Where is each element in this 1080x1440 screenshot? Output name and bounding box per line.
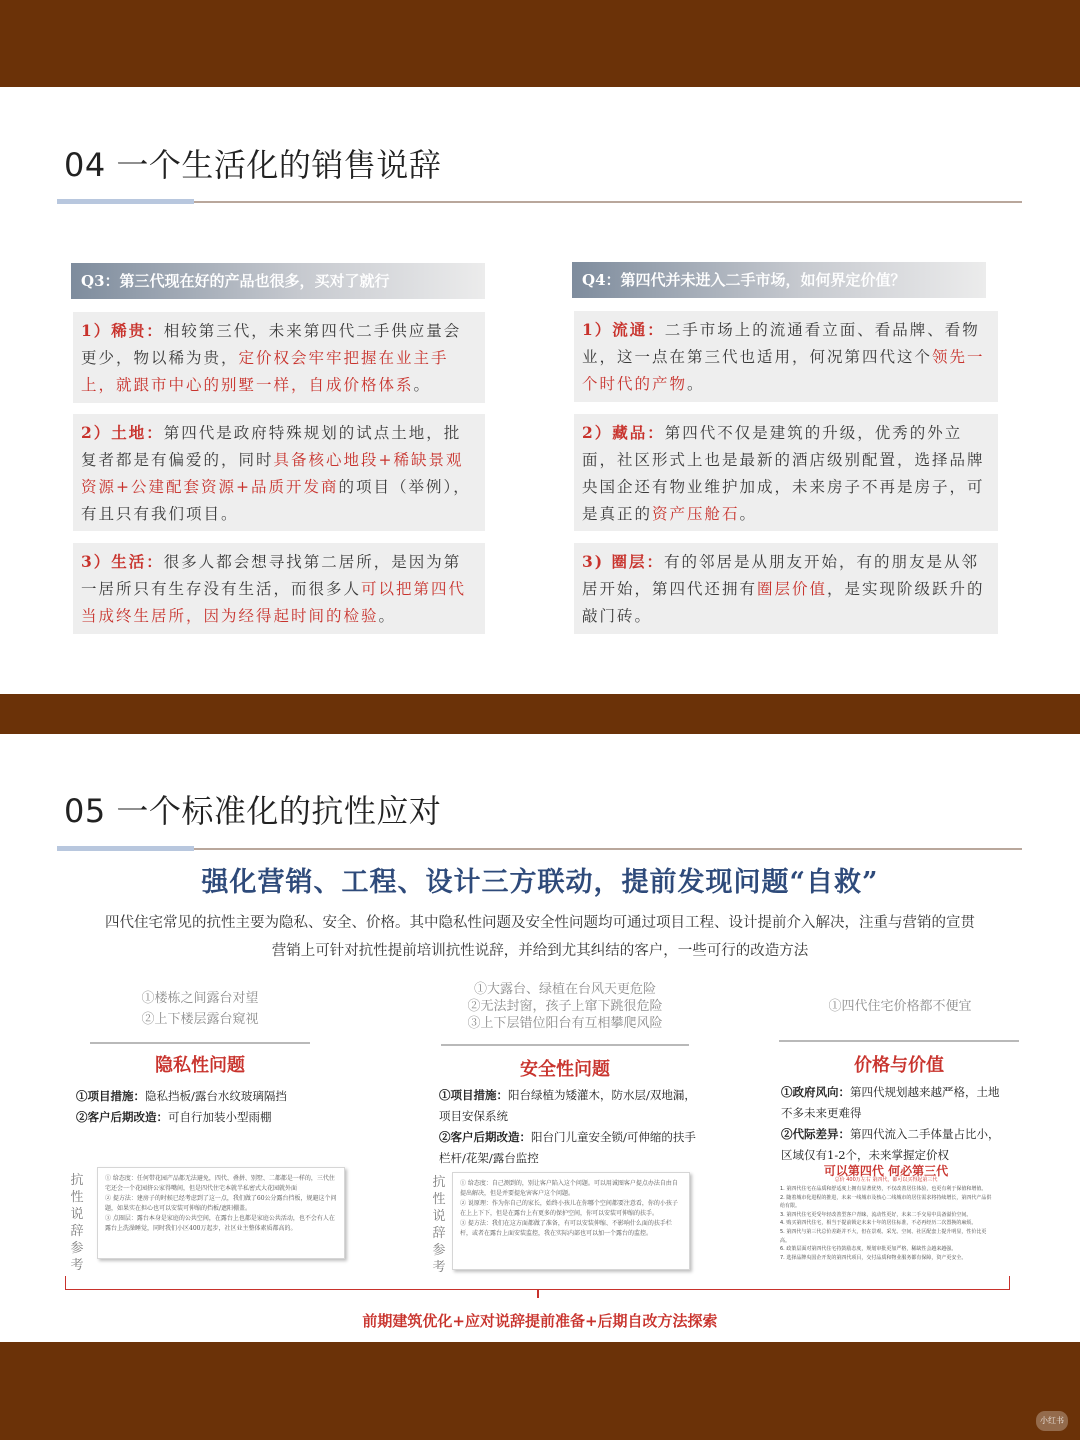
price-script-document	[776, 1183, 998, 1271]
text-segment: 2）土地：	[81, 423, 164, 442]
section-04-rule	[57, 201, 1022, 203]
bottom-brown-band	[0, 1342, 1080, 1440]
q3-heading: Q3：第三代现在好的产品也很多，买对了就行	[71, 263, 485, 299]
q4-point-3	[574, 543, 998, 634]
price-issue-1: ①四代住宅价格都不便宜	[828, 999, 972, 1014]
price-doc-line-6: 6. 政策层面对第四代住宅持鼓励态度，规划审批更加严格，稀缺性会越来越强。	[780, 1246, 957, 1253]
privacy-issue-1: ①楼栋之间露台对望	[141, 991, 259, 1006]
privacy-m1-text: 隐私挡板/露台水纹玻璃隔挡	[145, 1089, 287, 1103]
section-05-headline: 强化营销、工程、设计三方联动，提前发现问题“自救”	[201, 867, 879, 898]
text-segment: 二手市场上的流通看立面、看品牌、看物业，这一点在第三代也适用，何况第四代这个	[582, 321, 980, 366]
safety-doc-line-2: ② 说原理：作为你自己的家长，始终小孩儿在你哪个空间都要注意看，你的小孩子在上上下下，但是在露台上有更多的保护空间，你可以安装可伸缩的扶手。	[460, 1200, 678, 1217]
safety-m2-text: 阳台门儿童安全锁/可伸缩的扶手栏杆/花架/露台监控	[439, 1130, 696, 1165]
safety-issue-1: ①大露台、绿植在台风天更危险	[473, 982, 656, 997]
text-segment: ，是实现阶级跃升的敲门砖。	[582, 580, 985, 625]
price-doc-line-4: 4. 购买第四代住宅，相当于提前锁定未来十年的居住标准，不必再经历二次置换的麻烦。	[780, 1220, 977, 1227]
price-title: 价格与价值	[854, 1055, 944, 1076]
safety-measures	[439, 1085, 697, 1169]
text-segment: 。	[413, 376, 432, 394]
summary-footer: 前期建筑优化+应对说辞提前准备+后期自改方法探索	[362, 1312, 718, 1330]
section-05-title: 05 一个标准化的抗性应对	[64, 792, 442, 830]
text-segment: 定价权会牢牢把握在业主手上，就跟市中心的别墅一样，自成价格体系	[81, 349, 449, 394]
price-issues	[780, 998, 1020, 1015]
intro-line-2: 营销上可针对抗性提前培训抗性说辞，并给到尤其纠结的客户，一些可行的改造方法	[271, 943, 809, 959]
price-doc-line-3: 3. 第四代住宅更受年轻改善型客户青睐，流动性更好，未来二手交易中具备溢价空间。	[780, 1211, 972, 1218]
summary-bracket	[65, 1276, 1010, 1290]
privacy-doc-line-3: ③ 点圈层：露台本身是家庭的公共空间，在露台上也都是家庭公共活动，也不会有人在露台上洗澡睡觉，同时我们小区400万起步，社区业主整体素质都高的。	[105, 1215, 335, 1232]
price-divider	[779, 1040, 1019, 1042]
q3-point-1	[73, 312, 485, 403]
text-segment: 第四代不仅是建筑的升级，优秀的外立面，社区形式上也是最新的酒店级别配置，选择品牌央国企还有物业维护加成，未来房子不再是房子，可是真正的	[582, 424, 985, 523]
text-segment: 很多人都会想寻找第二居所，是因为第一居所只有生存没有生活，而很多人	[81, 553, 462, 598]
price-doc-line-1: 1. 第四代住宅在品质和舒适度上拥有显著优势，不仅改善居住体验，也更有利于保值和增值。	[780, 1186, 987, 1192]
price-doc-line-2: 2. 随着城市化进程的推进，未来一线城市及核心二线城市的居住需求将持续增长，第四代产品供给有限。	[780, 1194, 992, 1210]
watermark: 小红书	[1036, 1411, 1068, 1431]
q4-heading: Q4：第四代并未进入二手市场，如何界定价值？	[572, 262, 986, 298]
privacy-m2-label: ②客户后期改造：	[76, 1110, 168, 1124]
text-segment: 1）稀贵：	[81, 321, 164, 340]
text-segment: 。	[739, 505, 758, 523]
price-m1-text: 第四代规划越来越严格，土地不多未来更难得	[781, 1085, 1000, 1120]
q4-point-1	[574, 311, 998, 402]
privacy-divider	[90, 1042, 310, 1044]
safety-m1-text: 阳台绿植为矮灌木，防水层/双地漏，项目安保系统	[439, 1088, 696, 1123]
price-doc-line-5: 5. 第四代与第三代总价差距并不大，但在景观、采光、空间、社区配套上提升明显，性价比更高。	[780, 1228, 987, 1244]
text-segment: 。	[687, 375, 705, 393]
price-measures	[781, 1082, 1003, 1166]
text-segment: 的项目（举例），有且只有我们项目。	[81, 478, 471, 523]
section-05-rule	[57, 848, 1022, 850]
text-segment: 第四代是政府特殊规划的试点土地，批复者都是有偏爱的，同时	[81, 424, 462, 469]
safety-doc-line-1: ① 给态度：自己测到的，别让客户陷入这个问题。可以用诚图客户提点办法自由自提出解决，但是并要提危害客户这个问题。	[460, 1180, 678, 1197]
section-04-title: 04 一个生活化的销售说辞	[64, 146, 442, 184]
price-doc-line-7: 7. 选择品牌央国企开发的第四代项目，交付品质和物业服务都有保障，资产更安全。	[780, 1254, 967, 1261]
safety-script-document	[452, 1172, 690, 1270]
intro-line-1: 四代住宅常见的抗性主要为隐私、安全、价格。其中隐私性问题及安全性问题均可通过项目工程、设计提前介入解决，注重与营销的宣贯	[105, 915, 975, 931]
safety-m1-label: ①项目措施：	[439, 1088, 508, 1102]
privacy-issues	[90, 990, 310, 1028]
privacy-m2-text: 可自行加装小型雨棚	[168, 1110, 272, 1124]
section-05-rule-accent	[57, 846, 194, 851]
privacy-doc-line-2: ② 提方法：建房子的时候已经考虑到了这一点，我们做了60公分露台挡板，规避这个问题，如果实在担心也可以安装可伸缩的挡板/遮阳棚盖。	[105, 1195, 337, 1212]
safety-issue-2: ②无法封窗，孩子上窜下跳很危险	[467, 999, 663, 1014]
text-segment: 1）流通：	[582, 320, 665, 339]
safety-divider	[441, 1044, 689, 1046]
price-m1-label: ①政府风向：	[781, 1085, 850, 1099]
privacy-ref-label: 抗性说辞参考	[70, 1173, 84, 1273]
safety-issues	[440, 981, 690, 1032]
privacy-measures	[76, 1086, 356, 1128]
q3-point-2	[73, 414, 485, 531]
text-segment: 2）藏品：	[582, 423, 665, 442]
safety-title: 安全性问题	[520, 1059, 610, 1080]
text-segment: 3）生活：	[81, 552, 164, 571]
q4-point-2	[574, 414, 998, 531]
safety-ref-label: 抗性说辞参考	[432, 1175, 446, 1275]
text-segment: 3) 圈层：	[582, 552, 665, 571]
summary-bracket-tick	[537, 1289, 539, 1298]
privacy-doc-line-1: ① 给态度：任何带花园产品都无法避免，四代、叠拼、别墅、二都都是一样的，三代住宅还会一个花园挤公家得嘴间，但是四代住宅本就半私密式大花园就外面	[105, 1175, 335, 1192]
privacy-issue-2: ②上下楼层露台窥视	[141, 1012, 259, 1027]
top-brown-band	[0, 0, 1080, 87]
text-segment: 领先一个时代的产物	[582, 348, 985, 393]
text-segment: 。	[378, 607, 397, 625]
safety-issue-3: ③上下层错位阳台有互相攀爬风险	[467, 1016, 663, 1031]
text-segment: 有的邻居是从朋友开始，有的朋友是从邻居开始，第四代还拥有	[582, 553, 980, 598]
price-compare-slogan: 可以第四代 何必第三代	[823, 1164, 949, 1178]
price-compare-subtitle: 总价 400万左右 第四代，都可以买得起第三代	[834, 1177, 938, 1183]
middle-brown-band	[0, 694, 1080, 734]
text-segment: 具备核心地段+稀缺景观资源+公建配套资源+品质开发商	[81, 451, 464, 496]
text-segment: 相较第三代，未来第四代二手供应量会更少，物以稀为贵，	[81, 322, 462, 367]
text-segment: 资产压舱石	[652, 505, 740, 523]
privacy-title: 隐私性问题	[155, 1055, 245, 1076]
safety-m2-label: ②客户后期改造：	[439, 1130, 531, 1144]
privacy-m1-label: ①项目措施：	[76, 1089, 145, 1103]
privacy-script-document	[97, 1167, 345, 1259]
text-segment: 圈层价值	[757, 580, 828, 598]
section-04-rule-accent	[57, 199, 194, 204]
price-m2-text: 第四代流入二手体量占比小，区域仅有1-2个，未来掌握定价权	[781, 1127, 1000, 1162]
q3-point-3	[73, 543, 485, 634]
price-m2-label: ②代际差异：	[781, 1127, 850, 1141]
text-segment: 可以把第四代当成终生居所，因为经得起时间的检验	[81, 580, 467, 625]
safety-doc-line-3: ③ 提方法：我们在这方面都做了准备，有可以安装伸缩、不影响什么面的扶手栏杆，或者在露台上面安装监控，我在实际内部也可以加一个露台的监控。	[460, 1220, 672, 1237]
